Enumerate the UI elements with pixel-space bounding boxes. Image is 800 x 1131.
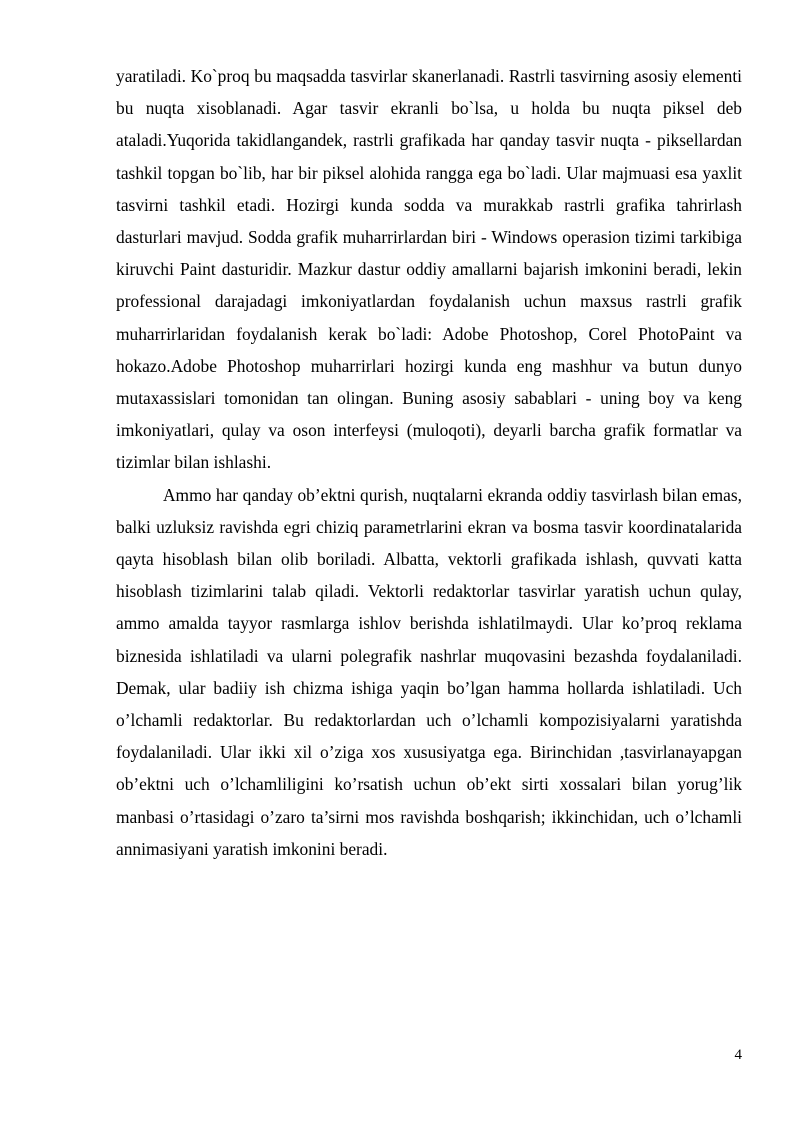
page-body	[116, 60, 742, 865]
paragraph-raster-graphics: yaratiladi. Ko`proq bu maqsadda tasvirlar skanerlanadi. Rastrli tasvirning asosiy elementi bu nuqta xisoblanadi. Agar tasvir ekranli bo`lsa, u holda bu nuqta piksel deb ataladi.Yuqorida takidlangandek, rastrli grafikada har qanday tasvir nuqta - piksellardan tashkil topgan bo`lib, har bir piksel alohida rangga ega bo`ladi. Ular majmuasi esa yaxlit tasvirni tashkil etadi. Hozirgi kunda sodda va murakkab rastrli grafika tahrirlash dasturlari mavjud. Sodda grafik muharrirlardan biri - Windows operasion tizimi tarkibiga kiruvchi Paint dasturidir. Mazkur dastur oddiy amallarni bajarish imkonini beradi, lekin professional darajadagi imkoniyatlardan foydalanish uchun maxsus rastrli grafik muharrirlaridan foydalanish kerak bo`ladi: Adobe Photoshop, Corel PhotoPaint va hokazo.Adobe Photoshop muharrirlari hozirgi kunda eng mashhur va butun dunyo mutaxassislari tomonidan tan olingan. Buning asosiy sabablari - uning boy va keng imkoniyatlari, qulay va oson interfeysi (muloqoti), deyarli barcha grafik formatlar va tizimlar bilan ishlashi.	[116, 66, 742, 473]
page-number: 4	[734, 1047, 742, 1063]
paragraph-vector-and-3d-editors: Ammo har qanday ob’ektni qurish, nuqtalarni ekranda oddiy tasvirlash bilan emas, balki uzluksiz ravishda egri chiziq parametrlarini ekran va bosma tasvir koordinatalarida qayta hisoblash bilan olib boriladi. Albatta, vektorli grafikada ishlash, quvvati katta hisoblash tizimlarini talab qiladi. Vektorli redaktorlar tasvirlar yaratish uchun qulay, ammo amalda tayyor rasmlarga ishlov berishda ishlatilmaydi. Ular ko’proq reklama biznesida ishlatiladi va ularni polegrafik nashrlar muqovasini bezashda foydalaniladi. Demak, ular badiiy ish chizma ishiga yaqin bo’lgan hamma hollarda ishlatiladi. Uch o’lchamli redaktorlar. Bu redaktorlardan uch o’lchamli kompozisiyalarni yaratishda foydalaniladi. Ular ikki xil o’ziga xos xususiyatga ega. Birinchidan ,tasvirlanayapgan ob’ektni uch o’lchamliligini ko’rsatish uchun ob’ekt sirti xossalari bilan yorug’lik manbasi o’rtasidagi o’zaro ta’sirni mos ravishda boshqarish; ikkinchidan, uch o’lchamli annimasiyani yaratish imkonini beradi.	[116, 484, 742, 859]
